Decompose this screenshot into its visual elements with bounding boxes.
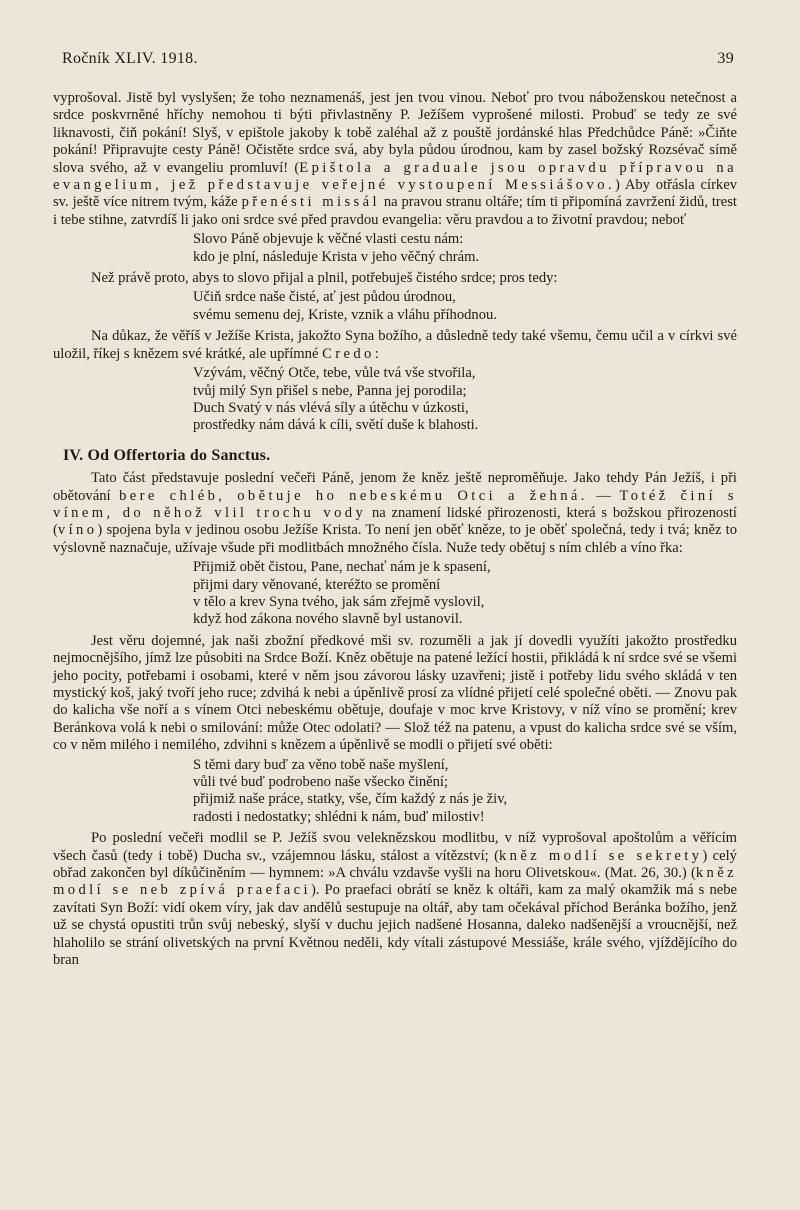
page-number: 39: [717, 50, 734, 67]
verse-3: [53, 365, 737, 435]
verse-line: Vzývám, věčný Otče, tebe, vůle tvá vše stvořila,: [193, 365, 476, 382]
verse-5: [53, 757, 737, 827]
spaced-text: Totéž činí s vínem, do něhož vlil trochu vody: [53, 487, 738, 521]
verse-line: kdo je plní, následuje Krista v jeho věčný chrám.: [193, 248, 480, 265]
verse-line: S těmi dary buď za věno tobě naše myšlení,: [193, 756, 449, 773]
verse-line: vůli tvé buď podrobeno naše všecko činění;: [193, 774, 449, 791]
paragraph-1: vyprošoval. Jistě byl vyslyšen; že toho neznamenáš, jest jen tvou vinou. Neboť pro tvou náboženskou netečnost a srdce poskvrněné hříchy nemohou ti býti přivlastněny P. Ježíšem vyprošené milosti. Probuď se tedy ze své liknavosti, čiň pokání! Slyš, v epištole jakoby k tobě zaléhal až z pouště jordánské hlas Předchůdce Páně: »Čiňte pokání! Připravujte cesty Páně! Očistěte srdce svá, aby byla půdou úrodnou, kam by zasel božský Rozsévač símě slova svého, až v evangeliu promluví! (Epištola a graduale jsou opravdu přípravou na evangelium, jež představuje veřejné vystoupení Messiášovo.) Aby otřásla církev sv. ještě více nitrem tvým, káže přenésti missál na pravou stranu oltáře; tím ti připomíná zavržení židů, trest i tebe stihne, zatvrdíš li jako oni srdce své před pravdou evangelia: věru pravdou a to životní pravdou; neboť: [53, 90, 737, 228]
spaced-text: kněz modlí se sekrety: [498, 847, 703, 864]
spaced-text: přenésti missál: [241, 194, 380, 211]
running-title: Ročník XLIV. 1918.: [62, 50, 198, 67]
spaced-text: Credo: [322, 345, 375, 362]
verse-2: [53, 289, 737, 324]
verse-line: Slovo Páně objevuje k věčné vlasti cestu nám:: [193, 231, 464, 248]
spaced-text: Epištola a graduale jsou opravdu přípravou na evangelium, jež představuje veřejné vystoupení Messiášovo.: [53, 159, 737, 194]
spaced-text: bere chléb, obětuje ho nebeskému Otci a žehná.: [119, 487, 588, 504]
verse-line: radosti i nedostatky; shlédni k nám, buď milostiv!: [193, 808, 485, 825]
verse-line: Přijmiž obět čistou, Pane, nechať nám je k spasení,: [193, 559, 491, 576]
verse-line: přijmiž naše práce, statky, vše, čím každý z nás je živ,: [193, 791, 508, 808]
paragraph-5: Jest věru dojemné, jak naši zbožní předkové mši sv. rozuměli a jak jí dovedli využíti jakožto prostředku nejmocnějšího, jímž lze působiti na Srdce Boží. Kněz obětuje na patené ležící hostii, přikládá k ní srdce své se všemi jeho pocity, potřebami i osobami, které v něm jsou závorou lásky uzavřeni; jistě i potřeby lidu svého skládá v ten mystický koš, jaký tvoří jeho ruce; zdvihá k nebi a úpěnlivě prosí za vlídné přijetí celé společné oběti. — Znovu pak do kalicha vše noří a s vínem Otci nebeskému obětuje, doufaje v moc krve Kristovy, v níž víno se promění; krev Beránkova volá k nebi o smilování: může Otec odolati? — Slož též na patenu, a vpust do kalicha srdce své se vším, co v něm milého i nemilého, zdvihni s knězem a úpěnlivě se modli o přijetí své oběti:: [53, 632, 737, 754]
verse-4: [53, 559, 737, 629]
spaced-text: kněz modlí se neb zpívá praefaci: [53, 865, 737, 899]
verse-1: [53, 231, 737, 266]
page-body: [53, 90, 737, 970]
section-heading: IV. Od Offertoria do Sanctus.: [63, 446, 271, 464]
verse-line: Duch Svatý v nás vlévá síly a útěchu v úzkosti,: [193, 399, 469, 416]
paragraph-3: Na důkaz, že věříš v Ježíše Krista, jakožto Syna božího, a důsledně tedy také všemu, čemu učil a v církvi své uložil, říkej s knězem své krátké, ale upřímné Credo:: [53, 328, 737, 362]
verse-line: když hod zákona nového slavně byl ustanovil.: [193, 611, 463, 628]
verse-line: svému semenu dej, Kriste, vznik a vláhu příhodnou.: [193, 306, 497, 323]
spaced-text: víno: [57, 522, 98, 539]
paragraph-6: Po poslední večeři modlil se P. Ježíš svou veleknězskou modlitbu, v níž vyprošoval apoštolům a věřícím všech časů (tedy i tobě) Ducha sv., vzájemnou lásku, stálost a vítězství; (kněz modlí se sekrety) celý obřad zakončen byl díkůčiněním — hymnem: »A chválu vzdavše vyšli na horu Olivetskou«. (Mat. 26, 30.) (kněz modlí se neb zpívá praefaci). Po praefaci obrátí se kněz k oltáři, kam za malý okamžik má s nebe zavítati Syn Boží: vidí okem víry, jak dav andělů sestupuje na oltář, aby tam očekával příchod Beránka božího, jenž už se chystá opustiti trůn svůj nebeský, slyší v duchu jejich nadšené Hosanna, daleko nadšenější a vroucnější, než hlaholilo se strání olivetských na první Květnou neděli, kdy vítali zástupové Messiáše, krále svého, vjíždějícího do bran: [53, 830, 737, 969]
paragraph-2: Než právě proto, abys to slovo přijal a plnil, potřebuješ čistého srdce; pros tedy:: [91, 270, 558, 287]
verse-line: prostředky nám dává k cíli, světí duše k blahosti.: [193, 417, 479, 434]
page-header: [62, 50, 734, 72]
verse-line: přijmi dary věnované, kteréžto se promění: [193, 576, 441, 593]
verse-line: v tělo a krev Syna tvého, jak sám zřejmě vyslovil,: [193, 593, 485, 610]
verse-line: Učiň srdce naše čisté, ať jest půdou úrodnou,: [193, 289, 456, 306]
paragraph-4: Tato část představuje poslední večeři Páně, jenom že kněz ještě neproměňuje. Jako tehdy Pán Ježíš, i při obětování bere chléb, obětuje ho nebeskému Otci a žehná. — Totéž činí s vínem, do něhož vlil trochu vody na znamení lidské přirozenosti, která s božskou přirozeností (víno) spojena byla v jedinou osobu Ježíše Krista. To není jen oběť kněze, to je oběť společná, tedy i tvá; kněz to výslovně naznačuje, užívaje všude při modlitbách množného čísla. Nuže tedy obětuj s ním chléb a víno řka:: [53, 470, 738, 556]
verse-line: tvůj milý Syn přišel s nebe, Panna jej porodila;: [193, 382, 467, 399]
